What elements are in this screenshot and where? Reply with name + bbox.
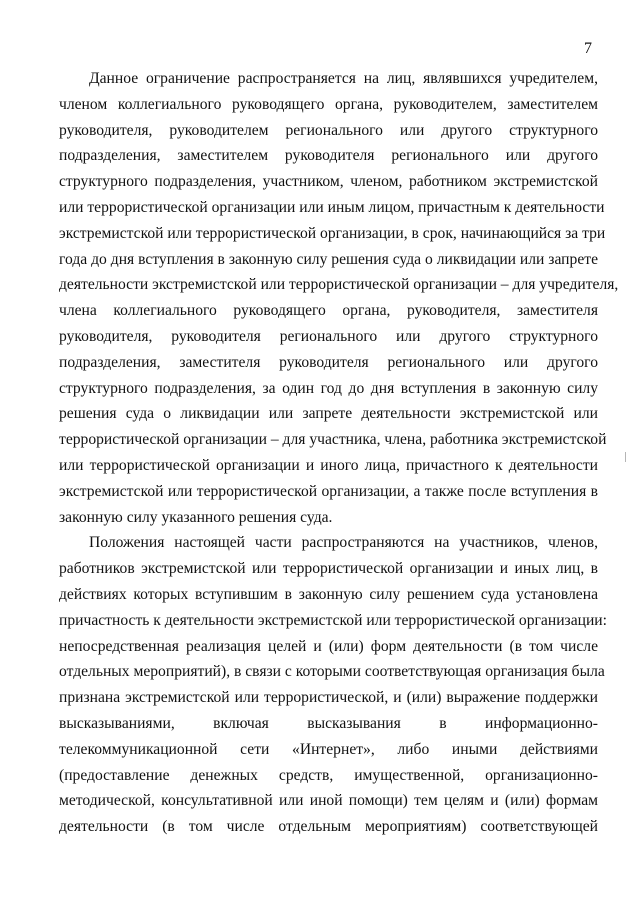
- text-line: телекоммуникационной сети «Интернет», либо иными действиями: [59, 740, 598, 758]
- text-line: деятельности (в том числе отдельным мероприятиям) соответствующей: [59, 818, 598, 836]
- text-line: года до дня вступления в законную силу решения суда о ликвидации или запрете: [59, 250, 598, 268]
- text-line: законную силу указанного решения суда.: [59, 508, 333, 526]
- paragraph-restriction-scope: [59, 66, 619, 530]
- text-line: или террористической организации или иным лицом, причастным к деятельности: [59, 198, 605, 216]
- text-line: работников экстремистской или террористической организации и иных лиц, в: [59, 560, 598, 578]
- text-line: подразделения, заместителя руководителя регионального или другого: [59, 353, 598, 371]
- text-line: высказываниями, включая высказывания в информационно-: [59, 714, 598, 732]
- text-line: структурного подразделения, за один год до дня вступления в законную силу: [59, 379, 598, 397]
- text-line: отдельных мероприятий), в связи с которыми соответствующая организация была: [59, 663, 605, 681]
- text-line: решения суда о ликвидации или запрете деятельности экстремистской или: [59, 405, 598, 423]
- text-line: (предоставление денежных средств, имущественной, организационно-: [59, 766, 598, 784]
- document-body: [59, 66, 619, 840]
- text-line: признана экстремистской или террористической, и (или) выражение поддержки: [59, 689, 598, 707]
- text-line: или террористической организации и иного лица, причастного к деятельности: [59, 456, 598, 474]
- text-line: руководителя, руководителем регионального или другого структурного: [59, 121, 598, 139]
- text-line: террористической организации – для участника, члена, работника экстремистской: [59, 431, 607, 449]
- text-line: Данное ограничение распространяется на лиц, являвшихся учредителем,: [89, 70, 598, 87]
- text-line: деятельности экстремистской или террористической организации – для учредителя,: [59, 276, 619, 294]
- text-line: экстремистской или террористической организации, в срок, начинающийся за три: [59, 224, 606, 242]
- text-line: действиях которых вступившим в законную силу решением суда установлена: [59, 585, 598, 603]
- text-line: структурного подразделения, участником, членом, работником экстремистской: [59, 173, 598, 191]
- text-line: руководителя, руководителя регионального или другого структурного: [59, 327, 598, 345]
- text-line: члена коллегиального руководящего органа, руководителя, заместителя: [59, 302, 598, 320]
- page-number: 7: [584, 40, 592, 57]
- text-line: членом коллегиального руководящего органа, руководителем, заместителем: [59, 95, 598, 113]
- text-line: подразделения, заместителем руководителя регионального или другого: [59, 147, 598, 165]
- text-line: Положения настоящей части распространяются на участников, членов,: [89, 534, 598, 552]
- text-line: причастность к деятельности экстремистской или террористической организации:: [59, 611, 607, 629]
- paragraph-participants-scope: [59, 530, 607, 840]
- text-line: непосредственная реализация целей и (или) форм деятельности (в том числе: [59, 637, 598, 655]
- text-line: методической, консультативной или иной помощи) тем целям и (или) формам: [59, 792, 598, 810]
- scan-edge-mark: [625, 452, 626, 462]
- text-line: экстремистской или террористической организации, а также после вступления в: [59, 482, 598, 500]
